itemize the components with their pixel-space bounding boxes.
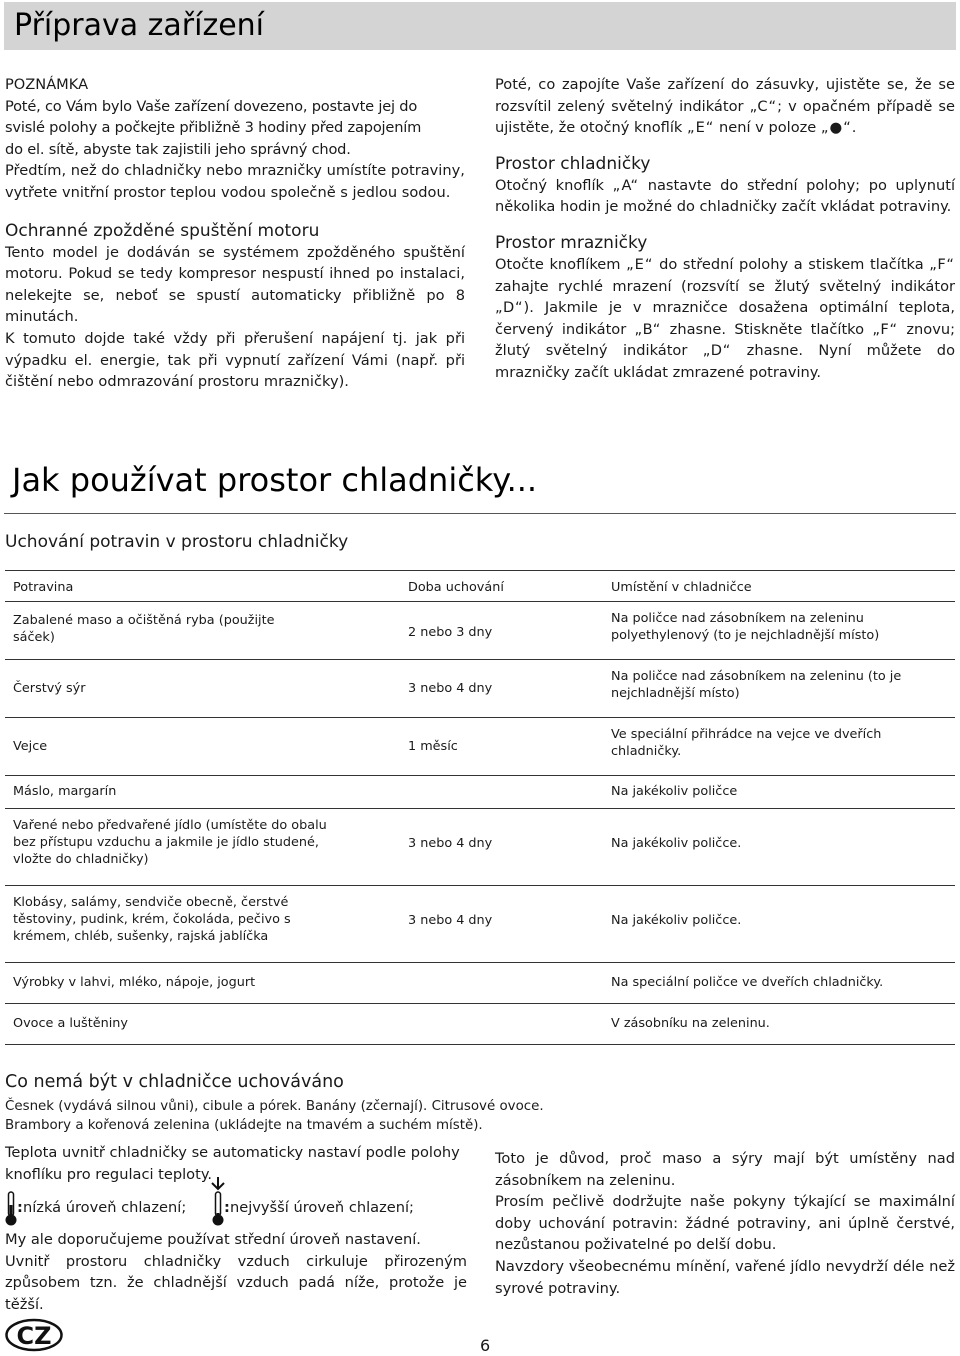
cell-food: Ovoce a luštěniny [13, 1016, 128, 1031]
cell-place: Na speciální poličce ve dveřích chladničky. [611, 975, 884, 990]
indicator-c-symbol: „C“ [749, 97, 778, 115]
knob-e-symbol: „E“ [687, 119, 715, 137]
guidelines-paragraph: Prosím pečlivě dodržujte naše pokyny týkající se maximální doby uchování potravin: žádné potraviny, ani úplně čerstvé, nezůstanou poživatelné po delší dobu. [495, 1193, 955, 1254]
cell-food: Vejce [13, 739, 48, 754]
temperature-paragraph: Teplota uvnitř chladničky se automaticky nastaví podle polohy knoflíku pro regulaci teploty. [5, 1144, 460, 1183]
cell-place: Ve speciální přihrádce na vejce ve dveřích chladničky. [611, 727, 882, 759]
cell-place: Na jakékoliv poličce. [611, 913, 742, 928]
cell-food: Vařené nebo předvařené jídlo (umístěte do obalu bez přístupu vzduchu a jakmile je jídlo studené, vložte do chladničky) [13, 818, 327, 867]
section-subtitle: Uchování potravin v prostoru chladničky [5, 532, 349, 552]
language-code: CZ [16, 1322, 52, 1350]
table-row [5, 776, 955, 809]
section-divider [4, 513, 956, 514]
note-text-line: vytřete vnitřní prostor teplou vodou společně s jedlou sodou. [5, 183, 451, 201]
table-row [5, 1004, 955, 1045]
cell-food: Výrobky v lahvi, mléko, nápoje, jogurt [13, 975, 256, 990]
note-text-line: Předtím, než do chladničky nebo mrazničky umístíte potraviny, [5, 162, 465, 180]
not-stored-text [5, 1097, 605, 1135]
note-heading: POZNÁMKA [5, 76, 89, 93]
cell-food: Čerstvý sýr [13, 681, 86, 696]
bottom-right-text [495, 1148, 955, 1299]
cell-place: Na poličce nad zásobníkem na zeleninu polyethylenový (to je nejchladnější místo) [611, 611, 880, 643]
table-row [5, 886, 955, 963]
note-bold-line: Poté, co Vám bylo Vaše zařízení dovezeno, postavte jej do [5, 97, 418, 115]
cooked-food-paragraph: Navzdory všeobecnému mínění, vařené jídlo nevydrží déle než syrové potraviny. [495, 1257, 955, 1297]
note-bold-line: svislé polohy a počkejte přibližně 3 hodiny před zapojením [5, 119, 422, 137]
not-stored-line: Česnek (vydává silnou vůni), cibule a pórek. Banány (zčernají). Citrusové ovoce. [5, 1099, 544, 1114]
cell-place: Na jakékoliv poličce. [611, 836, 742, 851]
cell-food: Klobásy, salámy, sendviče obecně, čerstvé těstoviny, pudink, krém, čokoláda, pečivo s krémem, chléb, sušenky, rajská jablíčka [13, 895, 291, 944]
indicator-b-symbol: „B“ [634, 320, 662, 338]
cell-place: Na jakékoliv poličce [611, 784, 738, 799]
header-place: Umístění v chladničce [611, 580, 752, 595]
high-cooling-label: nejvyšší úroveň chlazení; [230, 1199, 414, 1217]
cell-time: 1 měsíc [408, 739, 458, 754]
table-row [5, 809, 955, 886]
right-column [495, 74, 955, 384]
recommendation-text: My ale doporučujeme používat střední úroveň nastavení. [5, 1231, 421, 1249]
table-row [5, 718, 955, 776]
cell-time: 3 nebo 4 dny [408, 836, 493, 851]
button-f-symbol: „F“ [872, 320, 899, 338]
low-colon: : [17, 1199, 23, 1217]
fridge-heading: Prostor chladničky [495, 153, 651, 174]
cell-place: Na poličce nad zásobníkem na zeleninu (to je nejchladnější místo) [611, 669, 902, 701]
header-food: Potravina [13, 580, 74, 595]
high-colon: : [224, 1199, 230, 1217]
reason-paragraph: Toto je důvod, proč maso a sýry mají být umístěny nad zásobníkem na zeleninu. [495, 1150, 955, 1189]
note-bold-line: do el. sítě, abyste tak zajistili jeho správný chod. [5, 140, 351, 158]
storage-table [5, 570, 955, 1045]
thermometer-low-icon [5, 1191, 17, 1227]
cell-time: 2 nebo 3 dny [408, 625, 493, 640]
page-title: Příprava zařízení [14, 8, 265, 43]
cell-food: Máslo, margarín [13, 784, 117, 799]
thermometer-legend [5, 1189, 467, 1229]
dot-position-symbol: „●“ [820, 119, 852, 137]
table-row [5, 602, 955, 660]
freezer-heading: Prostor mrazničky [495, 232, 648, 253]
cell-food: Zabalené maso a očištěná ryba (použijte sáček) [13, 613, 275, 645]
table-header-row [5, 570, 955, 602]
connect-paragraph: Poté, co zapojíte Vaše zařízení do zásuvky, ujistěte se, že se rozsvítil zelený světelný indikátor „C“; v opačném případě se ujistěte, že otočný knoflík „E“ není v poloze „●“. [495, 76, 956, 137]
header-time: Doba uchování [408, 580, 504, 595]
bottom-left-text [5, 1142, 467, 1316]
motor-text-2: K tomuto dojde také vždy při přerušení napájení tj. jak při výpadku el. energie, tak při vypnutí zařízení Vámi (např. při čištění nebo odmrazování prostoru mrazničky). [5, 329, 465, 391]
table-row [5, 660, 955, 718]
thermometer-high-icon [212, 1191, 224, 1227]
motor-heading: Ochranné zpožděné spuštění motoru [5, 220, 320, 241]
left-column [5, 74, 465, 393]
knob-e-symbol: „E“ [626, 255, 654, 273]
indicator-d-symbol: „D“ [495, 299, 524, 317]
arrow-down-icon [209, 1177, 227, 1191]
table-row [5, 963, 955, 1004]
low-cooling-label: nízká úroveň chlazení; [23, 1199, 187, 1217]
freezer-paragraph: Otočte knoflíkem „E“ do střední polohy a stiskem tlačítka „F“ zahajte rychlé mrazení (rozsvítí se žlutý světelný indikátor „D“). Jakmile je v mrazničce dosažena optimální teplota, červený indikátor „B“ zhasne. Stiskněte tlačítko „F“ znovu; žlutý světelný indikátor „D“ zhasne. Nyní můžete do mrazničky začít ukládat zmrazené potraviny. [495, 255, 955, 381]
knob-a-symbol: „A“ [612, 176, 640, 194]
page-header-banner [4, 2, 956, 50]
button-f-symbol: „F“ [929, 255, 955, 273]
section-title: Jak používat prostor chladničky... [12, 461, 538, 499]
air-circulation-text: Uvnitř prostoru chladničky vzduch cirkuluje přirozeným způsobem tzn. že chladnější vzduch padá níže, protože je těžší. [5, 1252, 467, 1313]
cell-place: V zásobníku na zeleninu. [611, 1016, 770, 1031]
cell-time: 3 nebo 4 dny [408, 913, 493, 928]
cell-time: 3 nebo 4 dny [408, 681, 493, 696]
indicator-d-symbol: „D“ [702, 342, 732, 360]
fridge-paragraph: Otočný knoflík „A“ nastavte do střední polohy; po uplynutí několika hodin je možné do chladničky začít vkládat potraviny. [495, 176, 955, 216]
page-number: 6 [480, 1336, 491, 1355]
motor-text: Tento model je dodáván se systémem zpožděného spuštění motoru. Pokud se tedy kompresor nespustí ihned po instalaci, nelekejte se, neboť se spustí automaticky přibližně po 8 minutách. [5, 243, 465, 326]
language-badge [4, 1318, 64, 1352]
not-stored-heading: Co nemá být v chladničce uchováváno [5, 1072, 344, 1092]
not-stored-line: Brambory a kořenová zelenina (ukládejte na tmavém a suchém místě). [5, 1118, 483, 1133]
